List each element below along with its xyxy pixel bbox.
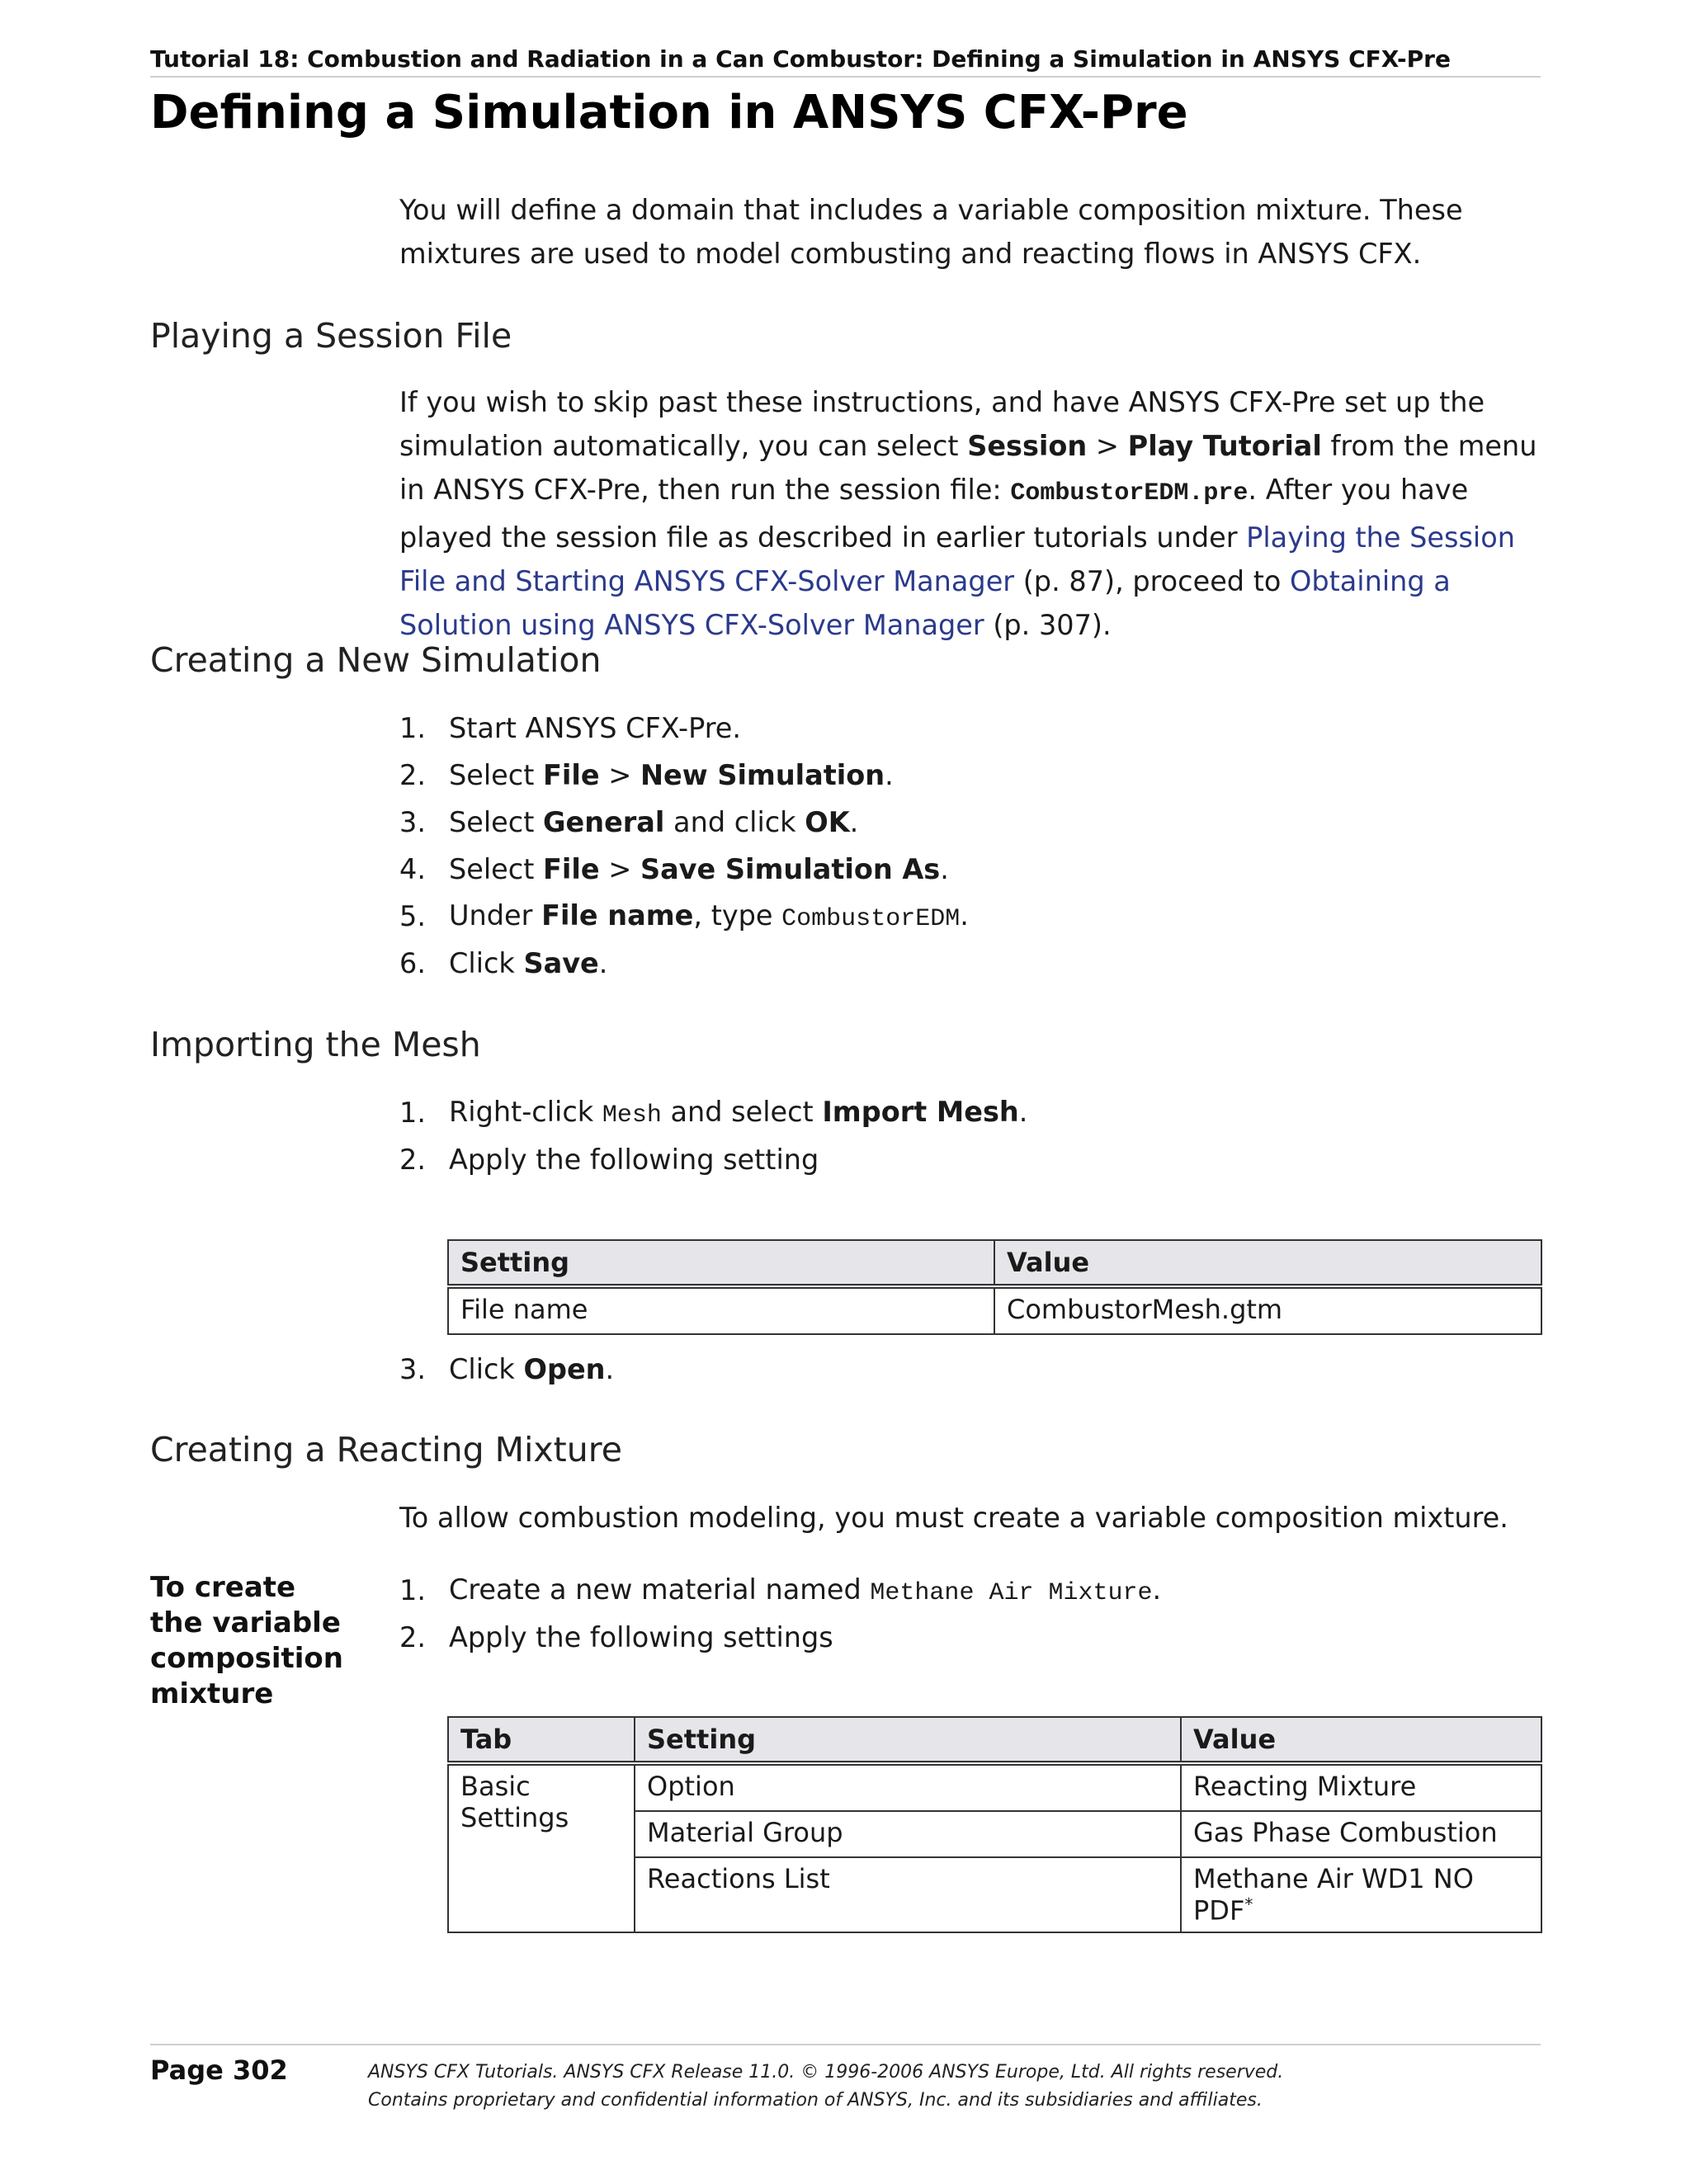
reactions-list-value: Methane Air WD1 NO PDF: [1193, 1863, 1474, 1927]
table-cell: Reacting Mixture: [1181, 1763, 1541, 1811]
column-header-value: Value: [1181, 1717, 1541, 1763]
section-heading-importing-mesh: Importing the Mesh: [150, 1025, 481, 1064]
new-simulation-steps: [399, 705, 969, 987]
step-number: 6.: [399, 947, 426, 979]
code-material-name: Methane Air Mixture: [870, 1579, 1153, 1607]
menu-separator: >: [1087, 430, 1128, 462]
step-number: 1.: [399, 712, 426, 744]
link-obtaining-solution[interactable]: Obtaining a Solution using ANSYS CFX-Solver Manager: [399, 565, 1451, 641]
step-number: 4.: [399, 853, 426, 885]
table-row: [448, 1286, 1541, 1334]
link-playing-session-file[interactable]: Playing the Session File and Starting ANSYS CFX-Solver Manager: [399, 521, 1515, 597]
import-mesh-steps: [399, 1089, 1027, 1183]
step-text: Select File > New Simulation.: [449, 759, 894, 791]
list-item: [399, 1089, 1027, 1136]
list-item: [399, 799, 969, 846]
step-text: Right-click Mesh and select Import Mesh.: [449, 1096, 1028, 1130]
session-text-3: . After you have played the session file as described in earlier tutorials under: [399, 474, 1469, 554]
step-number: 2.: [399, 759, 426, 791]
step-number: 2.: [399, 1144, 426, 1176]
column-header-value: Value: [994, 1240, 1541, 1286]
column-header-tab: Tab: [448, 1717, 635, 1763]
mesh-settings-table: [447, 1239, 1542, 1335]
code-filename: CombustorEDM: [781, 905, 961, 933]
step-text: Apply the following setting: [449, 1144, 819, 1176]
session-text-2: from the menu in ANSYS CFX-Pre, then run the session file:: [399, 430, 1537, 506]
running-header: Tutorial 18: Combustion and Radiation in a Can Combustor: Defining a Simulation in ANSYS CFX-Pre: [150, 45, 1451, 73]
table-header-row: [448, 1717, 1541, 1763]
step-number: 5.: [399, 900, 426, 932]
footer-line-2: Contains proprietary and confidential information of ANSYS, Inc. and its subsidiaries and affiliates.: [368, 2090, 1263, 2111]
mixture-intro-paragraph: To allow combustion modeling, you must create a variable composition mixture.: [399, 1502, 1508, 1534]
mixture-steps: [399, 1567, 1161, 1661]
list-item: [399, 1346, 614, 1393]
menu-session: Session: [967, 430, 1088, 462]
list-item: [399, 1567, 1161, 1614]
step-text: Select File > Save Simulation As.: [449, 853, 949, 885]
import-mesh-steps-continued: [399, 1346, 614, 1393]
step-text: Apply the following settings: [449, 1621, 833, 1653]
step-number: 1.: [399, 1097, 426, 1129]
footer-divider: [150, 2044, 1541, 2045]
list-item: [399, 893, 969, 940]
step-text: Under File name, type CombustorEDM.: [449, 899, 969, 933]
section-heading-new-simulation: Creating a New Simulation: [150, 640, 602, 680]
footer-line-1: ANSYS CFX Tutorials. ANSYS CFX Release 11.0. © 1996-2006 ANSYS Europe, Ltd. All rights reserved.: [368, 2062, 1284, 2083]
step-text: Click Save.: [449, 947, 608, 979]
table-cell: Option: [635, 1763, 1181, 1811]
list-item: [399, 940, 969, 987]
step-text: Select General and click OK.: [449, 806, 859, 838]
code-mesh: Mesh: [602, 1101, 662, 1130]
session-paragraph: [399, 380, 1551, 647]
footnote-mark: *: [1244, 1894, 1253, 1914]
menu-play-tutorial: Play Tutorial: [1127, 430, 1322, 462]
table-cell-tab: Basic Settings: [448, 1763, 635, 1932]
list-item: [399, 846, 969, 893]
procedure-side-heading: To create the variable composition mixture: [150, 1571, 343, 1710]
footer-copyright: [368, 2059, 1283, 2115]
table-cell: Gas Phase Combustion: [1181, 1811, 1541, 1857]
page-number: Page 302: [150, 2054, 288, 2086]
page-title: Defining a Simulation in ANSYS CFX-Pre: [150, 86, 1188, 139]
table-cell: Reactions List: [635, 1857, 1181, 1932]
step-text: Start ANSYS CFX-Pre.: [449, 712, 742, 744]
column-header-setting: Setting: [448, 1240, 994, 1286]
step-number: 3.: [399, 1353, 426, 1385]
table-cell: File name: [448, 1286, 994, 1334]
table-cell: Material Group: [635, 1811, 1181, 1857]
table-cell: CombustorMesh.gtm: [994, 1286, 1541, 1334]
step-text: Click Open.: [449, 1353, 615, 1385]
session-text-4: (p. 87), proceed to: [1014, 565, 1290, 597]
step-number: 3.: [399, 806, 426, 838]
mixture-settings-table: [447, 1716, 1542, 1933]
step-number: 2.: [399, 1621, 426, 1653]
header-divider: [150, 76, 1541, 78]
section-heading-reacting-mixture: Creating a Reacting Mixture: [150, 1430, 622, 1469]
session-text-1: If you wish to skip past these instructions, and have ANSYS CFX-Pre set up the simulation automatically, you can select: [399, 386, 1485, 462]
list-item: [399, 705, 969, 752]
table-header-row: [448, 1240, 1541, 1286]
list-item: [399, 1614, 1161, 1661]
step-number: 1.: [399, 1574, 426, 1606]
step-text: Create a new material named Methane Air Mixture.: [449, 1573, 1162, 1607]
table-row: [448, 1763, 1541, 1811]
column-header-setting: Setting: [635, 1717, 1181, 1763]
list-item: [399, 1136, 1027, 1183]
session-file-name: CombustorEDM.pre: [1010, 479, 1249, 507]
section-heading-session: Playing a Session File: [150, 316, 512, 356]
table-cell: [1181, 1857, 1541, 1932]
session-text-5: (p. 307).: [984, 609, 1112, 641]
list-item: [399, 752, 969, 799]
intro-paragraph: You will define a domain that includes a variable composition mixture. These mixtures are used to model combusting and reacting flows in ANSYS CFX.: [399, 194, 1463, 270]
